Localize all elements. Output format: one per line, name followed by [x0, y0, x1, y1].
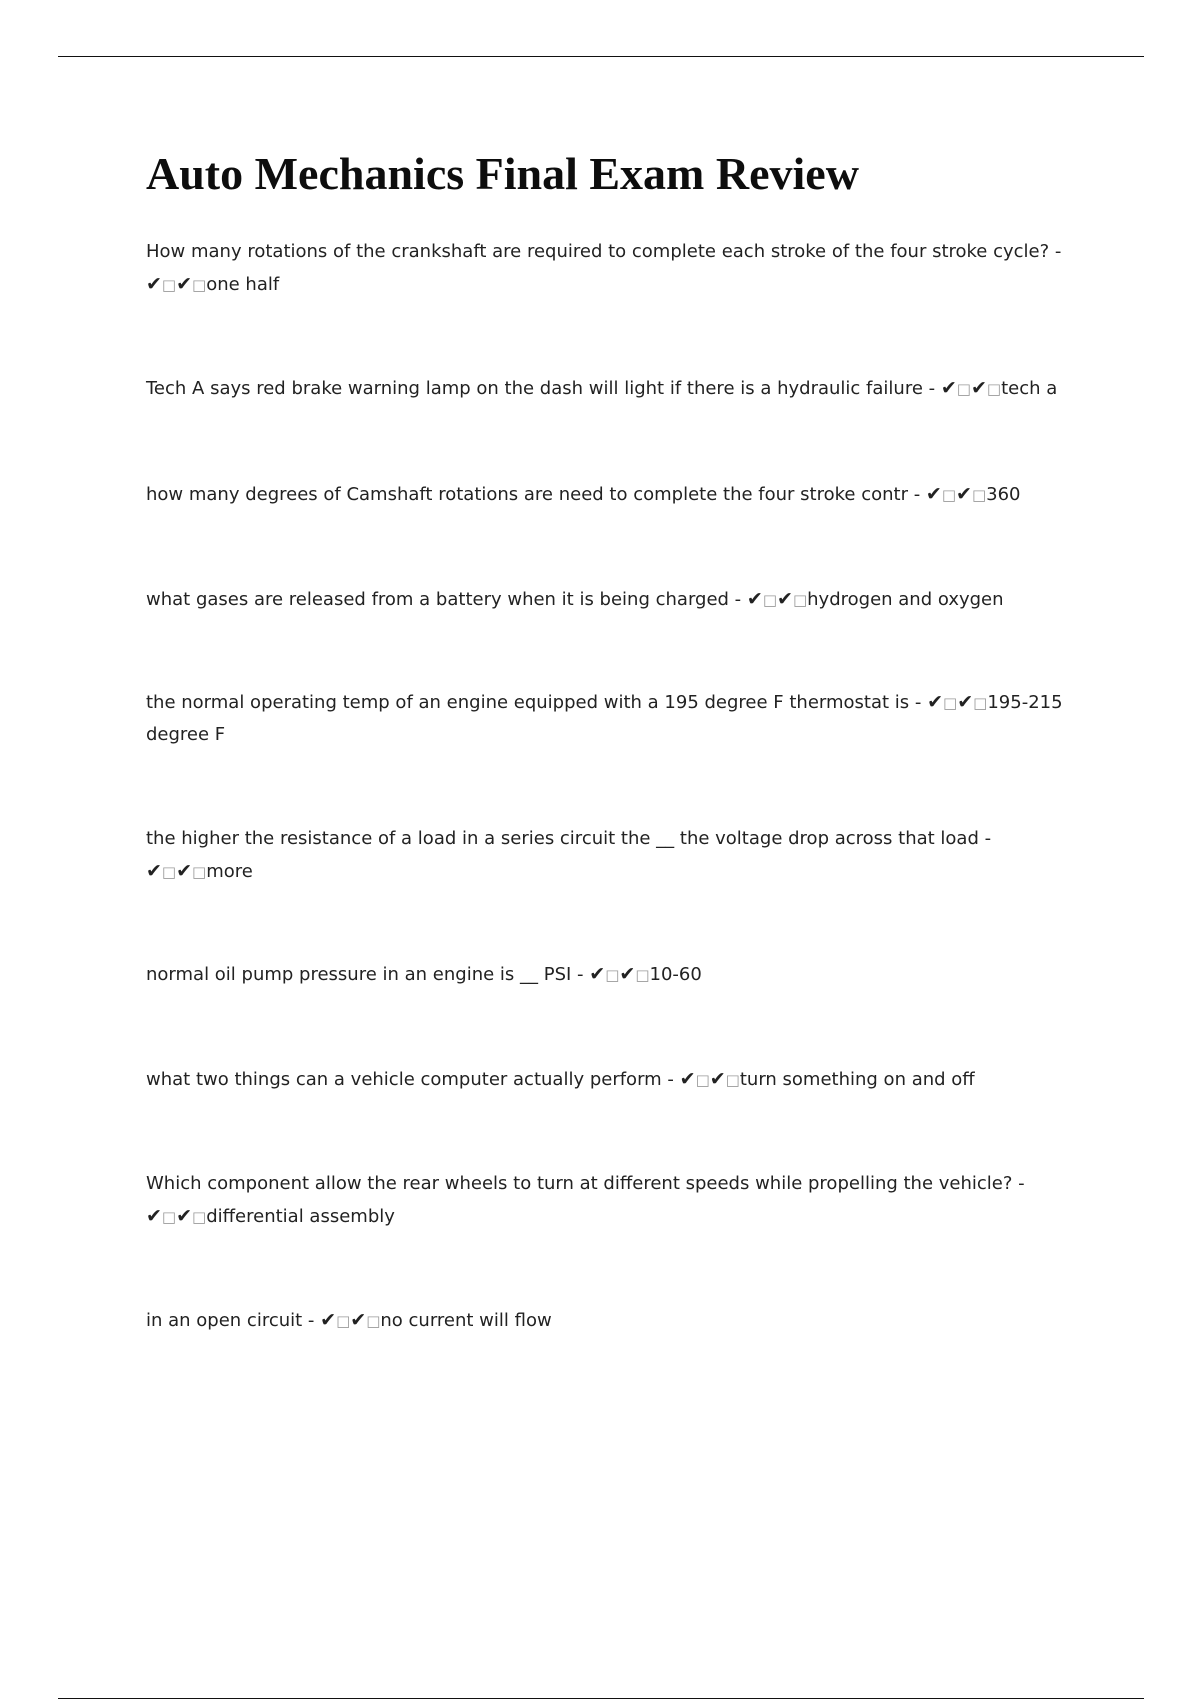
- box-icon: □: [973, 694, 988, 712]
- box-icon: □: [635, 966, 650, 984]
- answer-text: 195-215 degree F: [146, 692, 1063, 745]
- box-icon: □: [941, 486, 957, 504]
- box-icon: □: [161, 863, 177, 881]
- qa-item: [146, 686, 1086, 751]
- check-icon: ✔: [146, 273, 162, 295]
- answer-text: more: [206, 861, 253, 882]
- qa-item: [146, 1304, 1086, 1337]
- question-text: how many degrees of Camshaft rotations are need to complete the four stroke contr -: [146, 484, 921, 505]
- check-icon: ✔: [970, 377, 987, 399]
- box-icon: □: [956, 380, 971, 398]
- bottom-rule: [58, 1698, 1144, 1699]
- answer-text: hydrogen and oxygen: [807, 589, 1004, 610]
- box-icon: □: [366, 1312, 381, 1330]
- question-text: normal oil pump pressure in an engine is __ PSI -: [146, 964, 584, 985]
- box-icon: □: [336, 1312, 351, 1330]
- check-icon: ✔: [619, 963, 636, 985]
- box-icon: □: [762, 591, 778, 609]
- top-rule: [58, 56, 1144, 57]
- answer-text: one half: [206, 274, 280, 295]
- check-icon: ✔: [925, 483, 942, 505]
- check-icon: ✔: [940, 377, 957, 399]
- box-icon: □: [161, 1208, 177, 1226]
- check-icon: ✔: [956, 483, 972, 505]
- qa-item: [146, 823, 1086, 888]
- box-icon: □: [161, 276, 177, 294]
- question-text: How many rotations of the crankshaft are required to complete each stroke of the four stroke cycle? -: [146, 241, 1062, 262]
- check-icon: ✔: [146, 1205, 162, 1227]
- box-icon: □: [725, 1071, 740, 1089]
- answer-text: no current will flow: [380, 1310, 552, 1331]
- box-icon: □: [192, 863, 207, 881]
- box-icon: □: [971, 486, 987, 504]
- question-text: the higher the resistance of a load in a series circuit the __ the voltage drop across that load -: [146, 828, 992, 849]
- check-icon: ✔: [777, 588, 793, 610]
- answer-text: 10-60: [649, 964, 702, 985]
- check-icon: ✔: [679, 1068, 696, 1090]
- qa-item: [146, 236, 1086, 301]
- answer-text: tech a: [1001, 378, 1058, 399]
- box-icon: □: [192, 276, 207, 294]
- box-icon: □: [192, 1208, 207, 1226]
- qa-item: [146, 1168, 1086, 1233]
- question-text: the normal operating temp of an engine equipped with a 195 degree F thermostat is -: [146, 692, 922, 713]
- box-icon: □: [986, 380, 1002, 398]
- qa-item: [146, 478, 1086, 511]
- question-text: Tech A says red brake warning lamp on the dash will light if there is a hydraulic failure -: [146, 378, 936, 399]
- check-icon: ✔: [176, 1205, 193, 1227]
- check-icon: ✔: [176, 273, 193, 295]
- qa-item: [146, 583, 1086, 616]
- box-icon: □: [792, 591, 808, 609]
- qa-item: [146, 958, 1086, 991]
- qa-item: [146, 372, 1086, 405]
- answer-text: 360: [986, 484, 1021, 505]
- check-icon: ✔: [709, 1068, 726, 1090]
- page-title: Auto Mechanics Final Exam Review: [146, 148, 859, 199]
- document-body: [146, 146, 1086, 1331]
- check-icon: ✔: [176, 860, 193, 882]
- check-icon: ✔: [957, 691, 974, 713]
- check-icon: ✔: [927, 691, 944, 713]
- check-icon: ✔: [589, 963, 606, 985]
- check-icon: ✔: [320, 1309, 337, 1331]
- answer-text: turn something on and off: [739, 1069, 975, 1090]
- check-icon: ✔: [350, 1309, 367, 1331]
- box-icon: □: [605, 966, 620, 984]
- box-icon: □: [943, 694, 958, 712]
- answer-text: differential assembly: [206, 1206, 395, 1227]
- question-text: what two things can a vehicle computer actually perform -: [146, 1069, 674, 1090]
- box-icon: □: [695, 1071, 710, 1089]
- check-icon: ✔: [146, 860, 162, 882]
- qa-item: [146, 1063, 1086, 1096]
- question-text: what gases are released from a battery when it is being charged -: [146, 589, 742, 610]
- question-text: in an open circuit -: [146, 1310, 315, 1331]
- check-icon: ✔: [746, 588, 763, 610]
- question-text: Which component allow the rear wheels to turn at different speeds while propelling the vehicle? -: [146, 1173, 1025, 1194]
